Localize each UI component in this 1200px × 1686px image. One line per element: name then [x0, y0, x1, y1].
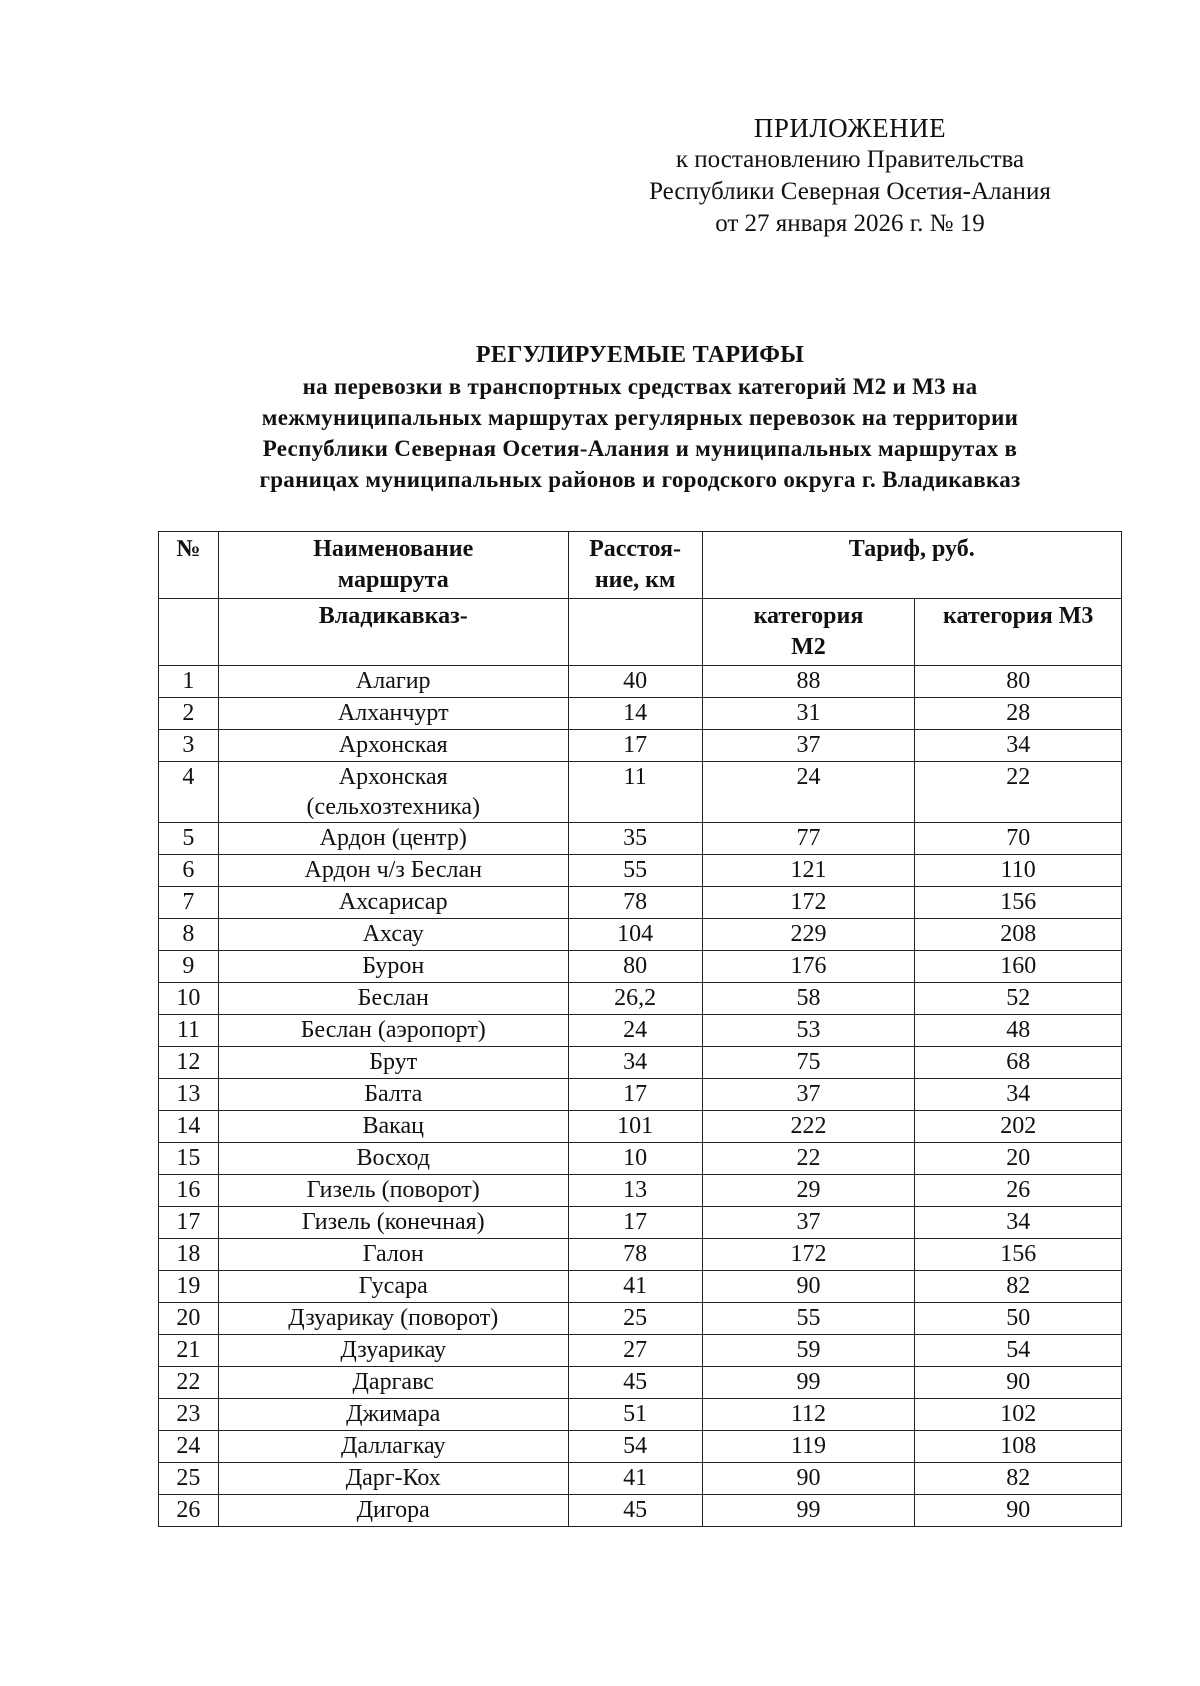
cell-num: 1: [159, 666, 219, 698]
cell-route-name: Гусара: [218, 1271, 568, 1303]
cell-route-name: Дарг-Кох: [218, 1463, 568, 1495]
cell-num: 8: [159, 919, 219, 951]
cell-tariff-m2: 29: [702, 1175, 915, 1207]
cell-num: 16: [159, 1175, 219, 1207]
title-line-4: границах муниципальных районов и городского округа г. Владикавказ: [259, 467, 1021, 492]
cell-num: 22: [159, 1367, 219, 1399]
cell-distance: 41: [568, 1271, 702, 1303]
cell-tariff-m3: 90: [915, 1495, 1122, 1527]
table-row: [159, 762, 1122, 823]
cell-tariff-m3: 34: [915, 730, 1122, 762]
cell-distance: 35: [568, 823, 702, 855]
cell-route-name: Брут: [218, 1047, 568, 1079]
cell-tariff-m2: 176: [702, 951, 915, 983]
cell-tariff-m2: 37: [702, 1207, 915, 1239]
table-row: [159, 1175, 1122, 1207]
cell-num: 20: [159, 1303, 219, 1335]
cell-route-name: Архонская: [218, 730, 568, 762]
cell-distance: 78: [568, 1239, 702, 1271]
cell-distance: 55: [568, 855, 702, 887]
cell-route-name: Ардон (центр): [218, 823, 568, 855]
table-row: [159, 1143, 1122, 1175]
cell-tariff-m3: 68: [915, 1047, 1122, 1079]
cell-num: 10: [159, 983, 219, 1015]
cell-route-name: Гизель (поворот): [218, 1175, 568, 1207]
table-row: [159, 1495, 1122, 1527]
appendix-block: [620, 112, 1080, 240]
header-num-empty: [159, 599, 219, 666]
appendix-line-1: к постановлению Правительства: [675, 146, 1025, 173]
table-row: [159, 1463, 1122, 1495]
cell-route-name: Ардон ч/з Беслан: [218, 855, 568, 887]
table-row: [159, 1207, 1122, 1239]
cell-tariff-m2: 119: [702, 1431, 915, 1463]
table-row: [159, 919, 1122, 951]
cell-tariff-m2: 77: [702, 823, 915, 855]
cell-num: 3: [159, 730, 219, 762]
cell-route-name: Галон: [218, 1239, 568, 1271]
appendix-heading: ПРИЛОЖЕНИЕ: [753, 113, 947, 143]
header-distance: Расстоя-ние, км: [568, 532, 702, 599]
table-row: [159, 666, 1122, 698]
header-m3: категория М3: [915, 599, 1122, 666]
cell-tariff-m3: 156: [915, 887, 1122, 919]
cell-distance: 80: [568, 951, 702, 983]
cell-route-name: Балта: [218, 1079, 568, 1111]
cell-route-name: Дзуарикау (поворот): [218, 1303, 568, 1335]
cell-num: 14: [159, 1111, 219, 1143]
cell-tariff-m3: 34: [915, 1079, 1122, 1111]
cell-distance: 78: [568, 887, 702, 919]
cell-tariff-m3: 208: [915, 919, 1122, 951]
header-num: №: [159, 532, 219, 599]
cell-tariff-m3: 52: [915, 983, 1122, 1015]
cell-route-name: Архонская (сельхозтехника): [218, 762, 568, 823]
table-row: [159, 887, 1122, 919]
cell-distance: 27: [568, 1335, 702, 1367]
title-main: РЕГУЛИРУЕМЫЕ ТАРИФЫ: [475, 342, 805, 368]
cell-route-name: Даллагкау: [218, 1431, 568, 1463]
cell-tariff-m2: 24: [702, 762, 915, 823]
table-row: [159, 983, 1122, 1015]
cell-num: 19: [159, 1271, 219, 1303]
table-row: [159, 1399, 1122, 1431]
cell-route-name: Дзуарикау: [218, 1335, 568, 1367]
cell-route-name: Ахсарисар: [218, 887, 568, 919]
cell-num: 5: [159, 823, 219, 855]
table-row: [159, 1111, 1122, 1143]
table-row: [159, 1271, 1122, 1303]
document-title: [150, 340, 1130, 495]
tariff-table-body: [159, 666, 1122, 1527]
cell-tariff-m2: 37: [702, 1079, 915, 1111]
cell-tariff-m2: 229: [702, 919, 915, 951]
cell-tariff-m2: 112: [702, 1399, 915, 1431]
cell-distance: 13: [568, 1175, 702, 1207]
cell-distance: 10: [568, 1143, 702, 1175]
cell-distance: 51: [568, 1399, 702, 1431]
cell-tariff-m3: 108: [915, 1431, 1122, 1463]
cell-tariff-m3: 202: [915, 1111, 1122, 1143]
header-distance-empty: [568, 599, 702, 666]
cell-route-name: Даргавс: [218, 1367, 568, 1399]
cell-num: 25: [159, 1463, 219, 1495]
cell-num: 9: [159, 951, 219, 983]
cell-tariff-m3: 82: [915, 1463, 1122, 1495]
cell-tariff-m2: 37: [702, 730, 915, 762]
cell-distance: 25: [568, 1303, 702, 1335]
table-row: [159, 1335, 1122, 1367]
tariff-table: [158, 531, 1122, 1527]
cell-distance: 11: [568, 762, 702, 823]
cell-distance: 40: [568, 666, 702, 698]
cell-tariff-m3: 90: [915, 1367, 1122, 1399]
cell-tariff-m3: 22: [915, 762, 1122, 823]
cell-tariff-m2: 88: [702, 666, 915, 698]
cell-num: 12: [159, 1047, 219, 1079]
cell-tariff-m3: 70: [915, 823, 1122, 855]
cell-tariff-m2: 99: [702, 1495, 915, 1527]
table-row: [159, 855, 1122, 887]
header-name: Наименование маршрута: [218, 532, 568, 599]
cell-tariff-m2: 59: [702, 1335, 915, 1367]
cell-route-name: Беслан: [218, 983, 568, 1015]
table-row: [159, 1367, 1122, 1399]
cell-tariff-m3: 26: [915, 1175, 1122, 1207]
table-row: [159, 1015, 1122, 1047]
cell-distance: 17: [568, 1079, 702, 1111]
cell-distance: 54: [568, 1431, 702, 1463]
cell-tariff-m2: 90: [702, 1463, 915, 1495]
cell-distance: 24: [568, 1015, 702, 1047]
cell-num: 17: [159, 1207, 219, 1239]
cell-tariff-m2: 172: [702, 887, 915, 919]
cell-distance: 14: [568, 698, 702, 730]
cell-num: 11: [159, 1015, 219, 1047]
title-line-3: Республики Северная Осетия-Алания и муниципальных маршрутах в: [262, 436, 1018, 461]
appendix-line-2: Республики Северная Осетия-Алания: [649, 178, 1051, 205]
cell-tariff-m3: 50: [915, 1303, 1122, 1335]
table-row: [159, 1303, 1122, 1335]
cell-tariff-m3: 54: [915, 1335, 1122, 1367]
cell-route-name: Вакац: [218, 1111, 568, 1143]
cell-route-name: Джимара: [218, 1399, 568, 1431]
cell-distance: 34: [568, 1047, 702, 1079]
cell-route-name: Алханчурт: [218, 698, 568, 730]
cell-tariff-m3: 48: [915, 1015, 1122, 1047]
cell-tariff-m3: 160: [915, 951, 1122, 983]
cell-num: 21: [159, 1335, 219, 1367]
header-origin: Владикавказ-: [218, 599, 568, 666]
cell-route-name: Гизель (конечная): [218, 1207, 568, 1239]
cell-route-name: Дигора: [218, 1495, 568, 1527]
cell-distance: 17: [568, 730, 702, 762]
header-row-2: [159, 599, 1122, 666]
cell-distance: 104: [568, 919, 702, 951]
table-row: [159, 698, 1122, 730]
cell-tariff-m2: 55: [702, 1303, 915, 1335]
cell-route-name: Алагир: [218, 666, 568, 698]
cell-tariff-m3: 82: [915, 1271, 1122, 1303]
cell-num: 24: [159, 1431, 219, 1463]
cell-tariff-m2: 58: [702, 983, 915, 1015]
title-line-1: на перевозки в транспортных средствах категорий М2 и М3 на: [302, 374, 978, 399]
cell-num: 15: [159, 1143, 219, 1175]
cell-tariff-m3: 156: [915, 1239, 1122, 1271]
cell-num: 4: [159, 762, 219, 823]
header-row-1: [159, 532, 1122, 599]
cell-num: 23: [159, 1399, 219, 1431]
table-row: [159, 1047, 1122, 1079]
table-row: [159, 730, 1122, 762]
cell-tariff-m3: 102: [915, 1399, 1122, 1431]
cell-num: 18: [159, 1239, 219, 1271]
cell-tariff-m3: 80: [915, 666, 1122, 698]
cell-tariff-m2: 31: [702, 698, 915, 730]
cell-tariff-m2: 90: [702, 1271, 915, 1303]
cell-tariff-m3: 20: [915, 1143, 1122, 1175]
cell-route-name: Беслан (аэропорт): [218, 1015, 568, 1047]
cell-tariff-m2: 22: [702, 1143, 915, 1175]
cell-num: 2: [159, 698, 219, 730]
cell-num: 7: [159, 887, 219, 919]
cell-tariff-m3: 34: [915, 1207, 1122, 1239]
table-row: [159, 1239, 1122, 1271]
cell-num: 6: [159, 855, 219, 887]
table-row: [159, 1431, 1122, 1463]
cell-route-name: Восход: [218, 1143, 568, 1175]
header-m2: категория М2: [702, 599, 915, 666]
cell-tariff-m3: 28: [915, 698, 1122, 730]
cell-distance: 41: [568, 1463, 702, 1495]
cell-tariff-m3: 110: [915, 855, 1122, 887]
cell-tariff-m2: 53: [702, 1015, 915, 1047]
table-row: [159, 1079, 1122, 1111]
cell-num: 26: [159, 1495, 219, 1527]
cell-tariff-m2: 172: [702, 1239, 915, 1271]
cell-distance: 101: [568, 1111, 702, 1143]
cell-distance: 17: [568, 1207, 702, 1239]
title-line-2: межмуниципальных маршрутах регулярных перевозок на территории: [261, 405, 1019, 430]
cell-route-name: Бурон: [218, 951, 568, 983]
table-row: [159, 951, 1122, 983]
cell-distance: 26,2: [568, 983, 702, 1015]
cell-tariff-m2: 121: [702, 855, 915, 887]
appendix-line-3: от 27 января 2026 г. № 19: [715, 210, 985, 237]
table-row: [159, 823, 1122, 855]
cell-distance: 45: [568, 1367, 702, 1399]
cell-route-name: Ахсау: [218, 919, 568, 951]
cell-num: 13: [159, 1079, 219, 1111]
cell-distance: 45: [568, 1495, 702, 1527]
cell-tariff-m2: 99: [702, 1367, 915, 1399]
cell-tariff-m2: 222: [702, 1111, 915, 1143]
cell-tariff-m2: 75: [702, 1047, 915, 1079]
header-tariff: Тариф, руб.: [702, 532, 1122, 599]
